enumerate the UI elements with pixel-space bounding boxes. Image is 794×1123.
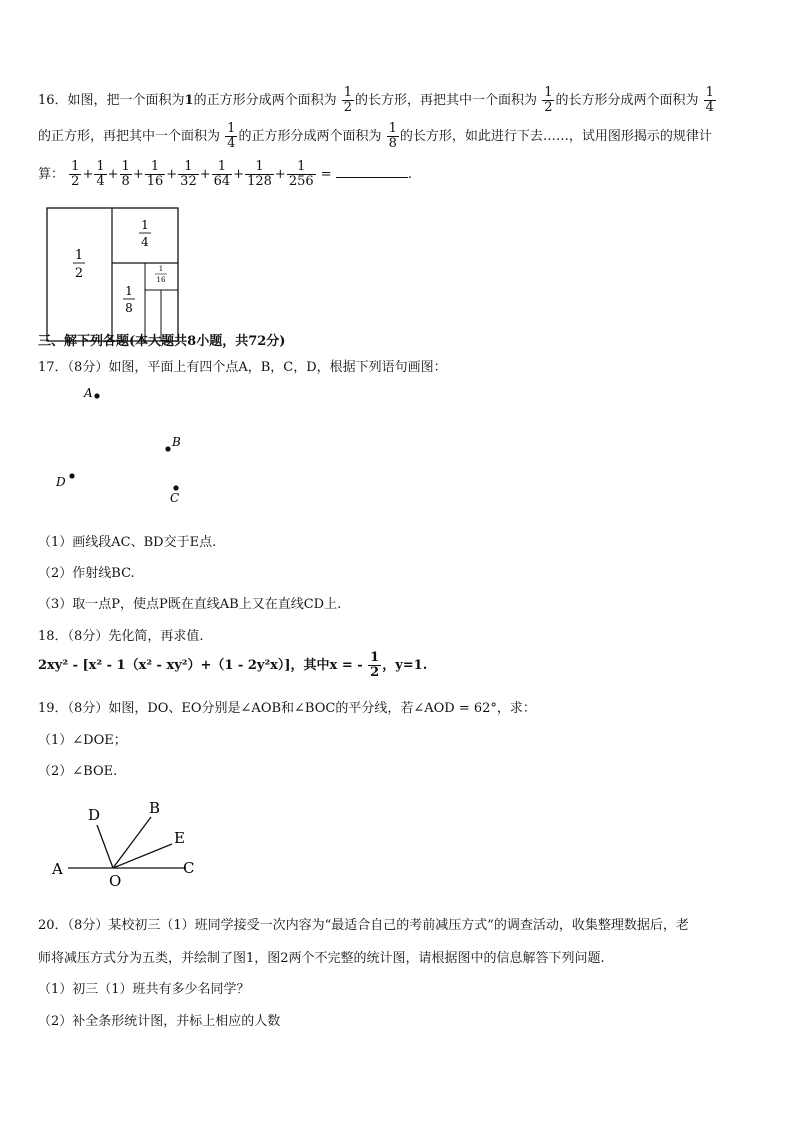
label-b: B: [149, 799, 161, 817]
q17-part3: （3）取一点P，使点P既在直线AB上又在直线CD上.: [38, 597, 342, 612]
point-c-label: C: [170, 491, 180, 505]
fig-quarter-den: 4: [141, 235, 149, 249]
fraction-quarter: $\frac{1}{4}$: [227, 121, 236, 151]
point-c: [173, 485, 178, 490]
q16-line1: [38, 86, 717, 115]
plus-sign: +: [199, 167, 211, 182]
q16-text: 的正方形分成两个面积为: [193, 93, 337, 108]
point-a-label: A: [84, 386, 93, 400]
q19-part1: （1）∠DOE；: [38, 733, 127, 748]
series-fraction: $\frac{1}{256}$: [288, 159, 314, 189]
q20-line1: 20．（8分）某校初三（1）班同学接受一次内容为“最适合自己的考前减压方式”的调查活动，收集整理数据后，老: [38, 918, 689, 933]
q20-part1: （1）初三（1）班共有多少名同学？: [38, 982, 250, 997]
label-c: C: [183, 859, 195, 877]
label-d: D: [88, 806, 101, 824]
q16-one: 1: [184, 93, 194, 108]
q18-expr: 2xy² - [x² - 1（x² - xy²）+（1 - 2y²x）]，其中x = -: [38, 658, 363, 673]
q16-line3: [38, 160, 412, 189]
q18-stem: 18．（8分）先化简，再求值.: [38, 629, 204, 644]
fig-half-den: 2: [74, 266, 84, 281]
q16-text: 的长方形，再把其中一个面积为: [355, 93, 538, 108]
q19-part2: （2）∠BOE.: [38, 764, 118, 779]
fig-eighth-den: 8: [125, 301, 133, 315]
fraction-eighth: $\frac{1}{8}$: [388, 121, 397, 151]
q20-part2: （2）补全条形统计图，并标上相应的人数: [38, 1014, 281, 1029]
q17-points-figure: [40, 378, 220, 508]
series-expression: [68, 159, 316, 189]
label-a: A: [52, 860, 63, 878]
fraction-half: $\frac{1}{2}$: [544, 85, 553, 115]
angle-figure: [40, 795, 210, 890]
q16-text: 的长方形分成两个面积为: [555, 93, 699, 108]
plus-sign: +: [82, 167, 94, 182]
fig-half-num: 1: [74, 248, 84, 263]
fig-eighth-num: 1: [125, 284, 133, 298]
fig-sixteenth-den: 16: [156, 276, 166, 284]
q17-part2: （2）作射线BC.: [38, 566, 135, 581]
label-o: O: [109, 872, 122, 890]
end-dot: .: [407, 167, 412, 182]
plus-sign: +: [233, 167, 245, 182]
fraction-half: $\frac{1}{2}$: [370, 650, 380, 680]
series-fraction: $\frac{1}{64}$: [213, 159, 231, 189]
q16-text: 的正方形，再把其中一个面积为: [38, 129, 221, 144]
series-fraction: $\frac{1}{128}$: [247, 159, 272, 189]
plus-sign: +: [132, 167, 144, 182]
q16-text: 的长方形，如此进行下去……，试用图形揭示的规律计: [399, 129, 712, 144]
q17-stem: 17．（8分）如图，平面上有四个点A，B，C，D，根据下列语句画图：: [38, 360, 447, 375]
q17-part1: （1）画线段AC、BD交于E点.: [38, 535, 217, 550]
fraction-half: $\frac{1}{2}$: [343, 85, 353, 115]
series-fraction: $\frac{1}{2}$: [71, 159, 80, 189]
fig-sixteenth-num: 1: [158, 265, 164, 273]
equals-sign: =: [320, 167, 332, 182]
plus-sign: +: [107, 167, 119, 182]
fraction-quarter: $\frac{1}{4}$: [705, 85, 714, 115]
q16-text: 算：: [38, 167, 65, 182]
point-b-label: B: [172, 435, 181, 449]
q16-text: 的正方形分成两个面积为: [238, 129, 382, 144]
plus-sign: +: [274, 167, 286, 182]
label-e: E: [174, 829, 185, 847]
point-d: [69, 473, 74, 478]
q20-line2: 师将减压方式分为五类，并绘制了图1，图2两个不完整的统计图，请根据图中的信息解答下列问题.: [38, 951, 605, 966]
square-division-figure: [46, 207, 180, 344]
q16-line2: [38, 122, 712, 151]
answer-blank[interactable]: [336, 165, 408, 178]
q18-tail: ，y=1.: [382, 658, 428, 673]
series-fraction: $\frac{1}{4}$: [96, 159, 105, 189]
section-heading: 三、解下列各题(本大题共8小题，共72分): [38, 334, 286, 349]
q18-expression: [38, 651, 427, 680]
fig-quarter-num: 1: [141, 218, 149, 232]
q16-text: 16．如图，把一个面积为: [38, 93, 185, 108]
plus-sign: +: [166, 167, 178, 182]
point-d-label: D: [56, 475, 66, 489]
ray-od: [97, 825, 113, 868]
series-fraction: $\frac{1}{32}$: [180, 159, 197, 189]
q19-stem: 19．（8分）如图，DO、EO分别是∠AOB和∠BOC的平分线，若∠AOD = 62°，求：: [38, 701, 536, 716]
series-fraction: $\frac{1}{8}$: [121, 159, 130, 189]
point-a: [94, 393, 99, 398]
point-b: [165, 446, 170, 451]
series-fraction: $\frac{1}{16}$: [146, 159, 164, 189]
